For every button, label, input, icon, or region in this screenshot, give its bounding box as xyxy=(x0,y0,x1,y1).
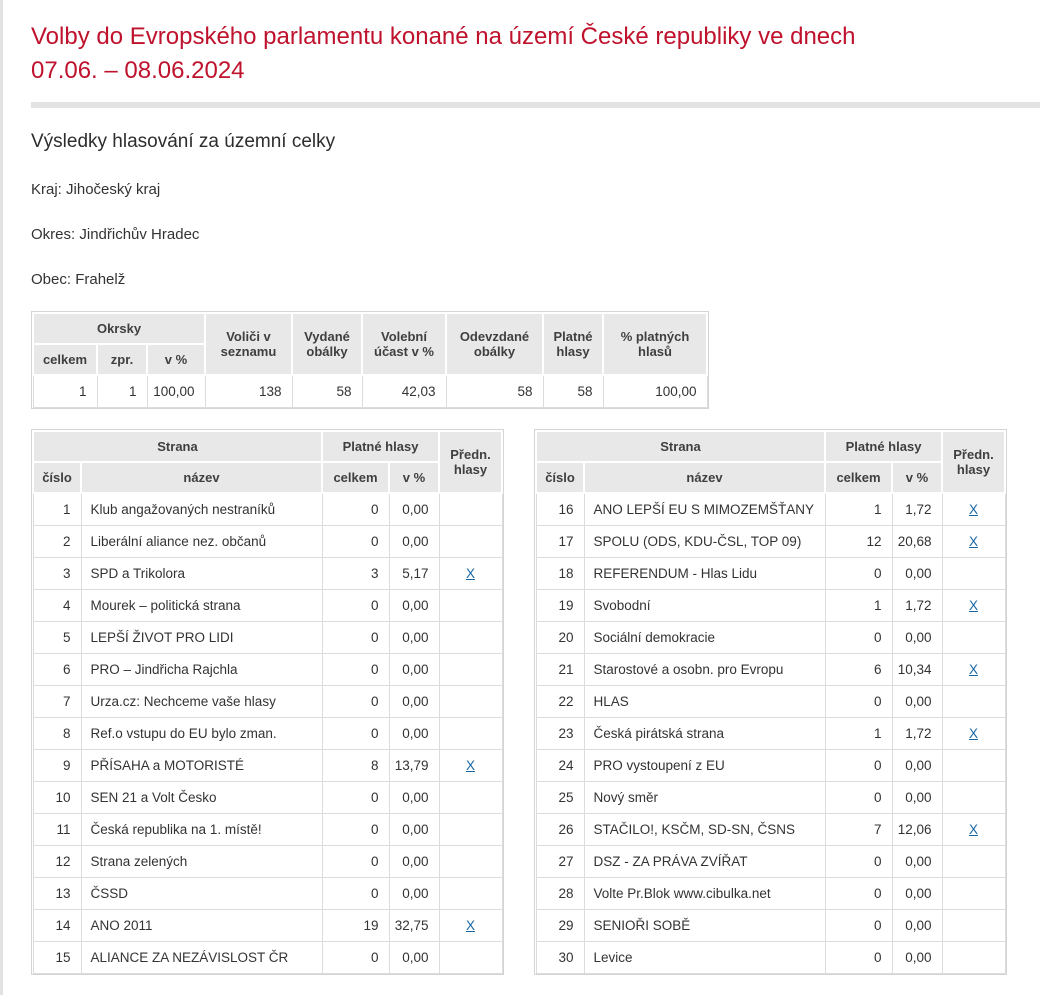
party-name: SPD a Trikolora xyxy=(81,558,322,590)
party-row xyxy=(33,686,502,718)
party-number: 20 xyxy=(536,622,584,654)
party-number: 18 xyxy=(536,558,584,590)
party-table-right-wrap xyxy=(534,429,1007,975)
party-votes-percent: 0,00 xyxy=(389,654,439,686)
party-name: Nový směr xyxy=(584,782,825,814)
pref-votes-cell xyxy=(942,814,1005,846)
party-votes-percent: 0,00 xyxy=(389,686,439,718)
party-votes-percent: 20,68 xyxy=(892,526,942,558)
party-row xyxy=(536,814,1005,846)
region-line-obec xyxy=(31,271,1040,288)
pref-votes-cell xyxy=(439,622,502,654)
pref-votes-cell xyxy=(942,750,1005,782)
party-votes-percent: 0,00 xyxy=(892,782,942,814)
party-votes-percent: 0,00 xyxy=(389,782,439,814)
party-row xyxy=(33,622,502,654)
party-votes-total: 0 xyxy=(322,942,389,974)
party-name: Svobodní xyxy=(584,590,825,622)
party-votes-percent: 0,00 xyxy=(389,942,439,974)
party-header-predn-hlasy: Předn. hlasy xyxy=(439,431,502,493)
party-votes-total: 0 xyxy=(322,846,389,878)
party-row xyxy=(33,590,502,622)
page-left-edge xyxy=(0,0,3,995)
pref-votes-cell xyxy=(439,942,502,974)
pref-votes-cell xyxy=(439,718,502,750)
pref-votes-cell xyxy=(942,878,1005,910)
party-name: Sociální demokracie xyxy=(584,622,825,654)
party-name: LEPŠÍ ŽIVOT PRO LIDI xyxy=(81,622,322,654)
party-name: Ref.o vstupu do EU bylo zman. xyxy=(81,718,322,750)
party-name: Česká republika na 1. místě! xyxy=(81,814,322,846)
party-name: Starostové a osobn. pro Evropu xyxy=(584,654,825,686)
summary-header-platne-hlasy: Platné hlasy xyxy=(543,313,603,375)
party-number: 28 xyxy=(536,878,584,910)
summary-data-row xyxy=(33,375,707,408)
party-votes-total: 0 xyxy=(825,782,892,814)
pref-votes-cell xyxy=(439,654,502,686)
pref-votes-link[interactable]: X xyxy=(968,822,978,837)
party-row xyxy=(33,878,502,910)
pref-votes-cell xyxy=(942,910,1005,942)
party-name: ANO 2011 xyxy=(81,910,322,942)
party-header-v-pct: v % xyxy=(389,462,439,493)
pref-votes-cell xyxy=(942,493,1005,526)
summary-header-volici: Voliči v seznamu xyxy=(205,313,292,375)
okres-label: Okres: xyxy=(31,226,76,243)
summary-volici: 138 xyxy=(205,375,292,408)
party-number: 29 xyxy=(536,910,584,942)
party-header-cislo: číslo xyxy=(536,462,584,493)
party-votes-percent: 0,00 xyxy=(892,878,942,910)
party-votes-total: 0 xyxy=(825,750,892,782)
summary-header-volebni-ucast: Volební účast v % xyxy=(362,313,446,375)
party-votes-total: 1 xyxy=(825,590,892,622)
pref-votes-cell xyxy=(439,878,502,910)
party-name: ALIANCE ZA NEZÁVISLOST ČR xyxy=(81,942,322,974)
party-number: 25 xyxy=(536,782,584,814)
party-votes-percent: 1,72 xyxy=(892,590,942,622)
pref-votes-cell xyxy=(942,590,1005,622)
party-number: 13 xyxy=(33,878,81,910)
summary-header-odevzdane-obalky: Odevzdané obálky xyxy=(446,313,543,375)
party-row xyxy=(536,558,1005,590)
party-votes-total: 0 xyxy=(322,590,389,622)
results-subtitle: Výsledky hlasování za územní celky xyxy=(31,131,336,152)
party-votes-total: 19 xyxy=(322,910,389,942)
summary-okrsky-celkem: 1 xyxy=(33,375,97,408)
pref-votes-link[interactable]: X xyxy=(465,758,475,773)
party-votes-percent: 0,00 xyxy=(892,622,942,654)
party-name: DSZ - ZA PRÁVA ZVÍŘAT xyxy=(584,846,825,878)
pref-votes-link[interactable]: X xyxy=(968,598,978,613)
party-votes-total: 0 xyxy=(322,718,389,750)
party-name: SEN 21 a Volt Česko xyxy=(81,782,322,814)
pref-votes-cell xyxy=(942,654,1005,686)
party-votes-total: 0 xyxy=(825,622,892,654)
party-row xyxy=(33,782,502,814)
party-votes-percent: 12,06 xyxy=(892,814,942,846)
party-votes-percent: 0,00 xyxy=(892,750,942,782)
party-name: Klub angažovaných nestraníků xyxy=(81,493,322,526)
party-number: 26 xyxy=(536,814,584,846)
summary-okrsky-zpr: 1 xyxy=(97,375,147,408)
party-votes-total: 7 xyxy=(825,814,892,846)
party-name: ANO LEPŠÍ EU S MIMOZEMŠŤANY xyxy=(584,493,825,526)
party-row xyxy=(33,942,502,974)
party-name: REFERENDUM - Hlas Lidu xyxy=(584,558,825,590)
party-number: 6 xyxy=(33,654,81,686)
pref-votes-cell xyxy=(439,910,502,942)
pref-votes-cell xyxy=(439,846,502,878)
pref-votes-cell xyxy=(439,526,502,558)
party-row xyxy=(536,526,1005,558)
party-header-platne-hlasy: Platné hlasy xyxy=(825,431,942,462)
pref-votes-link[interactable]: X xyxy=(465,566,475,581)
party-votes-total: 0 xyxy=(825,846,892,878)
party-name: Strana zelených xyxy=(81,846,322,878)
party-number: 7 xyxy=(33,686,81,718)
summary-okrsky-v-pct: 100,00 xyxy=(147,375,205,408)
summary-header-pct-platnych: % platných hlasů xyxy=(603,313,707,375)
party-number: 24 xyxy=(536,750,584,782)
party-votes-total: 1 xyxy=(825,493,892,526)
pref-votes-cell xyxy=(439,558,502,590)
party-number: 30 xyxy=(536,942,584,974)
party-votes-total: 1 xyxy=(825,718,892,750)
party-number: 23 xyxy=(536,718,584,750)
party-number: 14 xyxy=(33,910,81,942)
party-name: Levice xyxy=(584,942,825,974)
party-number: 27 xyxy=(536,846,584,878)
pref-votes-cell xyxy=(439,782,502,814)
party-votes-total: 0 xyxy=(322,782,389,814)
party-row xyxy=(536,878,1005,910)
pref-votes-link[interactable]: X xyxy=(968,502,978,517)
summary-header-v-pct: v % xyxy=(147,344,205,375)
party-votes-total: 0 xyxy=(322,622,389,654)
party-votes-percent: 0,00 xyxy=(892,686,942,718)
party-number: 9 xyxy=(33,750,81,782)
party-row xyxy=(536,782,1005,814)
party-name: STAČILO!, KSČM, SD-SN, ČSNS xyxy=(584,814,825,846)
party-votes-percent: 1,72 xyxy=(892,718,942,750)
party-tables-container xyxy=(31,429,1040,975)
page-title xyxy=(31,20,1040,88)
obec-label: Obec: xyxy=(31,271,72,288)
party-name: Mourek – politická strana xyxy=(81,590,322,622)
party-number: 8 xyxy=(33,718,81,750)
party-row xyxy=(536,750,1005,782)
party-votes-percent: 0,00 xyxy=(389,846,439,878)
party-votes-percent: 1,72 xyxy=(892,493,942,526)
party-votes-percent: 0,00 xyxy=(892,558,942,590)
pref-votes-link[interactable]: X xyxy=(968,662,978,677)
pref-votes-cell xyxy=(439,590,502,622)
turnout-summary-table xyxy=(32,312,708,408)
party-row xyxy=(536,910,1005,942)
party-row xyxy=(33,718,502,750)
party-row xyxy=(536,622,1005,654)
party-votes-percent: 0,00 xyxy=(389,622,439,654)
pref-votes-cell xyxy=(439,750,502,782)
party-votes-percent: 10,34 xyxy=(892,654,942,686)
party-votes-percent: 5,17 xyxy=(389,558,439,590)
party-header-strana: Strana xyxy=(33,431,322,462)
party-table-left xyxy=(32,430,503,974)
summary-header-okrsky: Okrsky xyxy=(33,313,205,344)
party-name: Liberální aliance nez. občanů xyxy=(81,526,322,558)
pref-votes-cell xyxy=(942,686,1005,718)
party-name: PRO – Jindřicha Rajchla xyxy=(81,654,322,686)
pref-votes-cell xyxy=(942,942,1005,974)
party-row xyxy=(536,493,1005,526)
summary-header-vydane-obalky: Vydané obálky xyxy=(292,313,362,375)
pref-votes-cell xyxy=(439,686,502,718)
party-votes-total: 6 xyxy=(825,654,892,686)
party-number: 15 xyxy=(33,942,81,974)
party-row xyxy=(536,686,1005,718)
party-votes-total: 12 xyxy=(825,526,892,558)
party-table-right-body xyxy=(536,493,1005,974)
party-number: 17 xyxy=(536,526,584,558)
pref-votes-cell xyxy=(942,526,1005,558)
party-header-celkem: celkem xyxy=(825,462,892,493)
party-number: 11 xyxy=(33,814,81,846)
party-name: Volte Pr.Blok www.cibulka.net xyxy=(584,878,825,910)
party-row xyxy=(33,654,502,686)
party-name: SENIOŘI SOBĚ xyxy=(584,910,825,942)
pref-votes-cell xyxy=(942,718,1005,750)
party-votes-total: 0 xyxy=(322,654,389,686)
party-votes-percent: 0,00 xyxy=(892,942,942,974)
party-name: PŘÍSAHA a MOTORISTÉ xyxy=(81,750,322,782)
pref-votes-cell xyxy=(439,814,502,846)
pref-votes-cell xyxy=(439,493,502,526)
party-votes-percent: 0,00 xyxy=(389,814,439,846)
party-votes-total: 0 xyxy=(322,526,389,558)
summary-volebni-ucast: 42,03 xyxy=(362,375,446,408)
party-row xyxy=(33,814,502,846)
party-votes-total: 0 xyxy=(322,686,389,718)
party-row xyxy=(536,718,1005,750)
party-name: Česká pirátská strana xyxy=(584,718,825,750)
party-row xyxy=(536,654,1005,686)
party-votes-percent: 0,00 xyxy=(389,878,439,910)
party-votes-percent: 0,00 xyxy=(389,526,439,558)
party-name: ČSSD xyxy=(81,878,322,910)
summary-pct-platnych: 100,00 xyxy=(603,375,707,408)
pref-votes-link[interactable]: X xyxy=(968,534,978,549)
party-row xyxy=(33,750,502,782)
party-name: SPOLU (ODS, KDU-ČSL, TOP 09) xyxy=(584,526,825,558)
party-number: 16 xyxy=(536,493,584,526)
pref-votes-cell xyxy=(942,846,1005,878)
party-number: 12 xyxy=(33,846,81,878)
party-number: 21 xyxy=(536,654,584,686)
party-votes-percent: 0,00 xyxy=(892,910,942,942)
party-votes-total: 0 xyxy=(825,942,892,974)
party-votes-total: 0 xyxy=(322,493,389,526)
summary-platne-hlasy: 58 xyxy=(543,375,603,408)
party-number: 22 xyxy=(536,686,584,718)
party-row xyxy=(536,590,1005,622)
party-header-platne-hlasy: Platné hlasy xyxy=(322,431,439,462)
party-row xyxy=(33,526,502,558)
summary-odevzdane-obalky: 58 xyxy=(446,375,543,408)
region-line-okres xyxy=(31,226,1040,243)
party-header-predn-hlasy: Předn. hlasy xyxy=(942,431,1005,493)
party-votes-total: 0 xyxy=(825,910,892,942)
summary-header-celkem: celkem xyxy=(33,344,97,375)
page-title-line2: 07.06. – 08.06.2024 xyxy=(31,57,245,84)
party-votes-percent: 0,00 xyxy=(389,493,439,526)
party-row xyxy=(33,910,502,942)
turnout-summary-table-wrap xyxy=(31,311,709,409)
party-number: 10 xyxy=(33,782,81,814)
party-number: 5 xyxy=(33,622,81,654)
party-votes-percent: 0,00 xyxy=(892,846,942,878)
party-row xyxy=(33,493,502,526)
party-name: HLAS xyxy=(584,686,825,718)
party-votes-percent: 0,00 xyxy=(389,718,439,750)
pref-votes-link[interactable]: X xyxy=(968,726,978,741)
okres-value: Jindřichův Hradec xyxy=(79,226,200,243)
party-header-v-pct: v % xyxy=(892,462,942,493)
obec-value: Frahelž xyxy=(75,271,126,288)
party-votes-total: 0 xyxy=(322,814,389,846)
party-number: 3 xyxy=(33,558,81,590)
party-header-celkem: celkem xyxy=(322,462,389,493)
party-header-strana: Strana xyxy=(536,431,825,462)
party-votes-percent: 32,75 xyxy=(389,910,439,942)
party-number: 4 xyxy=(33,590,81,622)
party-table-right xyxy=(535,430,1006,974)
party-number: 19 xyxy=(536,590,584,622)
horizontal-divider xyxy=(31,102,1040,108)
party-row xyxy=(33,846,502,878)
party-number: 2 xyxy=(33,526,81,558)
kraj-value: Jihočeský kraj xyxy=(66,181,161,198)
party-votes-total: 8 xyxy=(322,750,389,782)
summary-header-zpr: zpr. xyxy=(97,344,147,375)
party-votes-total: 0 xyxy=(322,878,389,910)
party-votes-percent: 0,00 xyxy=(389,590,439,622)
page-title-line1: Volby do Evropského parlamentu konané na území České republiky ve dnech xyxy=(31,23,856,50)
summary-vydane-obalky: 58 xyxy=(292,375,362,408)
party-header-nazev: název xyxy=(584,462,825,493)
party-name: Urza.cz: Nechceme vaše hlasy xyxy=(81,686,322,718)
party-votes-total: 0 xyxy=(825,686,892,718)
party-votes-total: 0 xyxy=(825,878,892,910)
party-table-left-wrap xyxy=(31,429,504,975)
pref-votes-cell xyxy=(942,782,1005,814)
party-row xyxy=(536,942,1005,974)
party-votes-percent: 13,79 xyxy=(389,750,439,782)
pref-votes-link[interactable]: X xyxy=(465,918,475,933)
party-number: 1 xyxy=(33,493,81,526)
party-table-left-body xyxy=(33,493,502,974)
party-row xyxy=(33,558,502,590)
party-header-cislo: číslo xyxy=(33,462,81,493)
party-row xyxy=(536,846,1005,878)
party-name: PRO vystoupení z EU xyxy=(584,750,825,782)
pref-votes-cell xyxy=(942,622,1005,654)
pref-votes-cell xyxy=(942,558,1005,590)
kraj-label: Kraj: xyxy=(31,181,62,198)
party-votes-total: 0 xyxy=(825,558,892,590)
party-votes-total: 3 xyxy=(322,558,389,590)
region-line-kraj xyxy=(31,181,1040,198)
party-header-nazev: název xyxy=(81,462,322,493)
